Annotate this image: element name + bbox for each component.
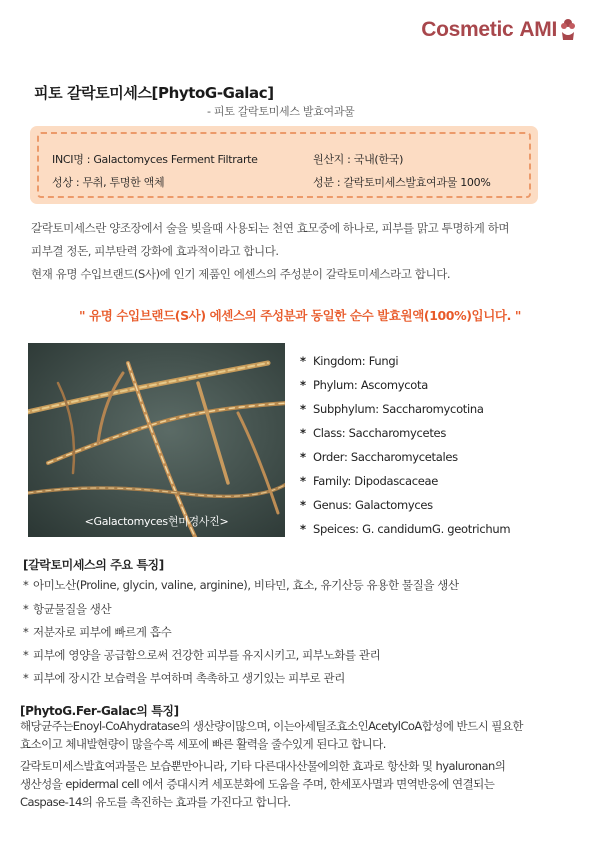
asterisk-icon: * <box>300 426 306 440</box>
taxonomy-item: * Subphylum: Saccharomycotina <box>300 402 484 416</box>
feature-item: * 피부에 영양을 공급함으로써 건강한 피부를 유지시키고, 피부노화를 관리 <box>23 648 381 662</box>
info-box <box>30 126 538 204</box>
feature-item: * 저분자로 피부에 빠르게 흡수 <box>23 625 172 639</box>
intro-line-3: 현재 유명 수입브랜드(S사)에 인기 제품인 에센스의 주성분이 갈락토미세스라고 합니다. <box>31 267 451 281</box>
asterisk-icon: * <box>300 474 306 488</box>
phyto-p1-line: 해당균주는Enoyl-CoAhydratase의 생산량이많으며, 이는아세틸조효소인AcetylCoA합성에 반드시 필요한 <box>20 719 523 733</box>
asterisk-icon: * <box>300 354 306 368</box>
feature-item: * 피부에 장시간 보습력을 부여하며 촉촉하고 생기있는 피부로 관리 <box>23 671 345 685</box>
taxonomy-item: * Kingdom: Fungi <box>300 354 399 368</box>
brand-name: Cosmetic <box>421 18 514 41</box>
taxonomy-item: * Genus: Galactomyces <box>300 498 433 512</box>
features-heading: [갈락토미세스의 주요 특징] <box>23 558 164 572</box>
asterisk-icon: * <box>300 402 306 416</box>
asterisk-icon: * <box>23 648 29 662</box>
asterisk-icon: * <box>300 522 306 536</box>
asterisk-icon: * <box>23 671 29 685</box>
microscope-photo <box>28 343 285 537</box>
brand-name-ami: AMI <box>519 18 557 41</box>
taxonomy-item: * Class: Saccharomycetes <box>300 426 447 440</box>
feature-item: * 항균물질을 생산 <box>23 602 112 616</box>
phyto-heading: [PhytoG.Fer-Galac의 특징] <box>20 704 179 718</box>
asterisk-icon: * <box>300 498 306 512</box>
phyto-p1-line: 효소이고 체내발현량이 많을수록 세포에 빠른 활력을 줄수있게 된다고 합니다. <box>20 737 386 751</box>
intro-line-1: 갈락토미세스란 양조장에서 술을 빚을때 사용되는 천연 효모중에 하나로, 피부를 맑고 투명하게 하며 <box>31 221 510 235</box>
asterisk-icon: * <box>300 450 306 464</box>
info-ingredient: 성분 : 갈락토미세스발효여과물 100% <box>313 176 491 189</box>
intro-line-2: 피부결 정돈, 피부탄력 강화에 효과적이라고 합니다. <box>31 244 279 258</box>
page-title: 피토 갈락토미세스[PhytoG-Galac] <box>34 84 274 102</box>
asterisk-icon: * <box>23 625 29 639</box>
fungi-illustration <box>28 343 285 537</box>
brand-logo <box>421 18 578 42</box>
asterisk-icon: * <box>300 378 306 392</box>
taxonomy-item: * Family: Dipodascaceae <box>300 474 439 488</box>
info-origin: 원산지 : 국내(한국) <box>313 153 404 166</box>
taxonomy-item: * Phylum: Ascomycota <box>300 378 428 392</box>
flower-hand-icon <box>558 18 578 42</box>
info-inci: INCI명 : Galactomyces Ferment Filtrarte <box>52 153 258 166</box>
photo-caption: <Galactomyces현미경사진> <box>84 515 229 528</box>
feature-item: * 아미노산(Proline, glycin, valine, arginine), 비타민, 효소, 유기산등 유용한 물질을 생산 <box>23 578 459 592</box>
asterisk-icon: * <box>23 578 29 592</box>
page-subtitle: - 피토 갈락토미세스 발효여과물 <box>207 105 355 118</box>
info-appearance: 성상 : 무취, 투명한 액체 <box>52 176 165 189</box>
taxonomy-item: * Order: Saccharomycetales <box>300 450 458 464</box>
phyto-p2-line: Caspase-14의 유도를 촉진하는 효과를 가진다고 합니다. <box>20 795 291 809</box>
taxonomy-item: * Speices: G. candidumG. geotrichum <box>300 522 511 536</box>
asterisk-icon: * <box>23 602 29 616</box>
highlight-quote: " 유명 수입브랜드(S사) 에센스의 주성분과 동일한 순수 발효원액(100%)입니다. " <box>79 308 521 323</box>
phyto-p2-line: 생산성을 epidermal cell 에서 증대시켜 세포분화에 도움을 주며, 한세포사멸과 면역반응에 연결되는 <box>20 777 495 791</box>
phyto-p2-line: 갈락토미세스발효여과물은 보습뿐만아니라, 기타 다른대사산물에의한 효과로 항산화 및 hyaluronan의 <box>20 759 506 773</box>
